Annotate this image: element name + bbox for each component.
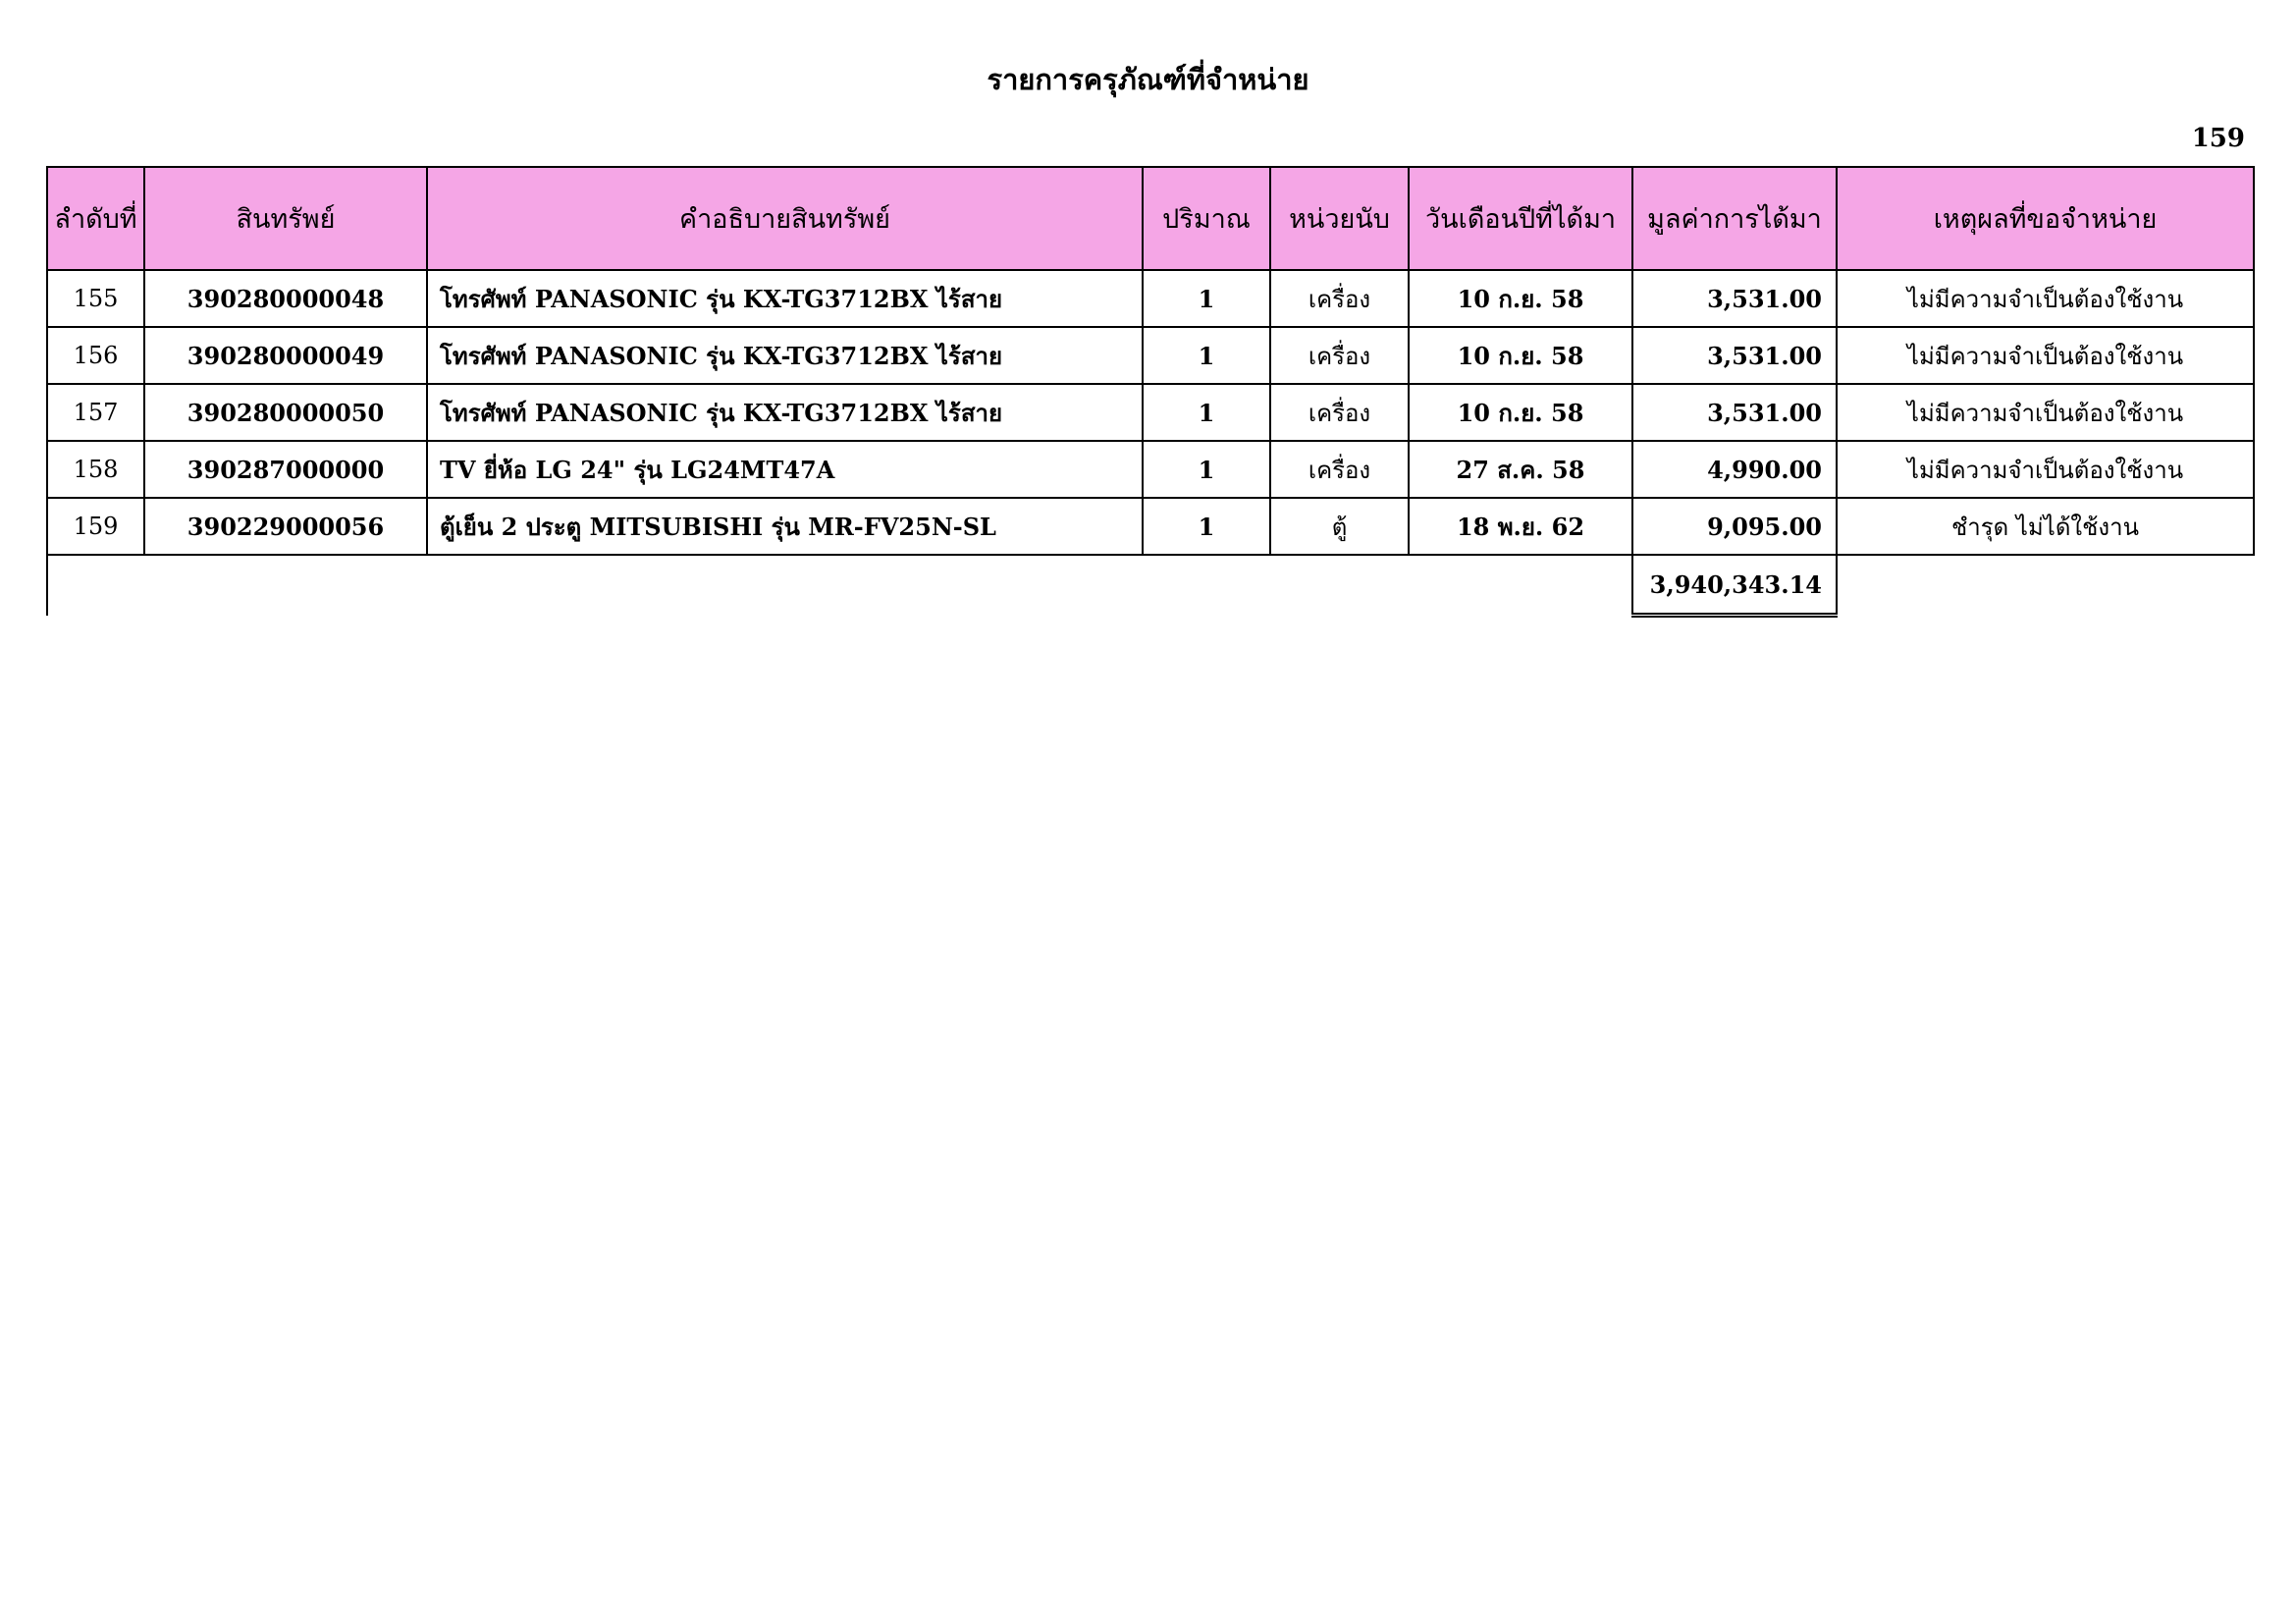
table-row [47, 327, 2254, 384]
cell-unit: เครื่อง [1270, 327, 1409, 384]
total-value: 3,940,343.14 [1632, 555, 1837, 616]
table-header-row [47, 167, 2254, 270]
cell-value: 3,531.00 [1632, 327, 1837, 384]
cell-value: 9,095.00 [1632, 498, 1837, 555]
cell-description: โทรศัพท์ PANASONIC รุ่น KX-TG3712BX ไร้สาย [427, 384, 1143, 441]
total-row [47, 555, 2254, 616]
total-spacer [47, 555, 1632, 616]
cell-no: 155 [47, 270, 144, 327]
cell-quantity: 1 [1143, 441, 1270, 498]
cell-no: 156 [47, 327, 144, 384]
cell-reason: ไม่มีความจำเป็นต้องใช้งาน [1837, 441, 2254, 498]
cell-asset-id: 390280000050 [144, 384, 427, 441]
asset-disposal-table [46, 166, 2255, 618]
cell-reason: ไม่มีความจำเป็นต้องใช้งาน [1837, 327, 2254, 384]
cell-acquired-date: 27 ส.ค. 58 [1409, 441, 1632, 498]
cell-asset-id: 390280000048 [144, 270, 427, 327]
cell-asset-id: 390229000056 [144, 498, 427, 555]
cell-description: ตู้เย็น 2 ประตู MITSUBISHI รุ่น MR-FV25N-SL [427, 498, 1143, 555]
cell-quantity: 1 [1143, 270, 1270, 327]
cell-no: 158 [47, 441, 144, 498]
cell-asset-id: 390280000049 [144, 327, 427, 384]
cell-quantity: 1 [1143, 384, 1270, 441]
cell-reason: ไม่มีความจำเป็นต้องใช้งาน [1837, 270, 2254, 327]
page-number: 159 [2191, 124, 2245, 153]
header-quantity: ปริมาณ [1143, 167, 1270, 270]
cell-value: 3,531.00 [1632, 384, 1837, 441]
header-asset-id: สินทรัพย์ [144, 167, 427, 270]
header-reason: เหตุผลที่ขอจำหน่าย [1837, 167, 2254, 270]
cell-reason: ชำรุด ไม่ได้ใช้งาน [1837, 498, 2254, 555]
cell-acquired-date: 10 ก.ย. 58 [1409, 384, 1632, 441]
cell-description: โทรศัพท์ PANASONIC รุ่น KX-TG3712BX ไร้สาย [427, 327, 1143, 384]
document-title: รายการครุภัณฑ์ที่จำหน่าย [987, 63, 1309, 96]
cell-asset-id: 390287000000 [144, 441, 427, 498]
header-description: คำอธิบายสินทรัพย์ [427, 167, 1143, 270]
cell-description: โทรศัพท์ PANASONIC รุ่น KX-TG3712BX ไร้สาย [427, 270, 1143, 327]
header-value: มูลค่าการได้มา [1632, 167, 1837, 270]
cell-acquired-date: 10 ก.ย. 58 [1409, 327, 1632, 384]
cell-no: 159 [47, 498, 144, 555]
cell-unit: เครื่อง [1270, 270, 1409, 327]
cell-unit: เครื่อง [1270, 441, 1409, 498]
cell-unit: เครื่อง [1270, 384, 1409, 441]
cell-value: 4,990.00 [1632, 441, 1837, 498]
total-trailing-spacer [1837, 555, 2254, 616]
table-row [47, 441, 2254, 498]
cell-unit: ตู้ [1270, 498, 1409, 555]
cell-acquired-date: 10 ก.ย. 58 [1409, 270, 1632, 327]
cell-acquired-date: 18 พ.ย. 62 [1409, 498, 1632, 555]
cell-description: TV ยี่ห้อ LG 24" รุ่น LG24MT47A [427, 441, 1143, 498]
cell-quantity: 1 [1143, 498, 1270, 555]
table-row [47, 384, 2254, 441]
header-unit: หน่วยนับ [1270, 167, 1409, 270]
cell-value: 3,531.00 [1632, 270, 1837, 327]
header-acquired-date: วันเดือนปีที่ได้มา [1409, 167, 1632, 270]
cell-reason: ไม่มีความจำเป็นต้องใช้งาน [1837, 384, 2254, 441]
cell-quantity: 1 [1143, 327, 1270, 384]
table-row [47, 498, 2254, 555]
cell-no: 157 [47, 384, 144, 441]
header-no: ลำดับที่ [47, 167, 144, 270]
table-row [47, 270, 2254, 327]
